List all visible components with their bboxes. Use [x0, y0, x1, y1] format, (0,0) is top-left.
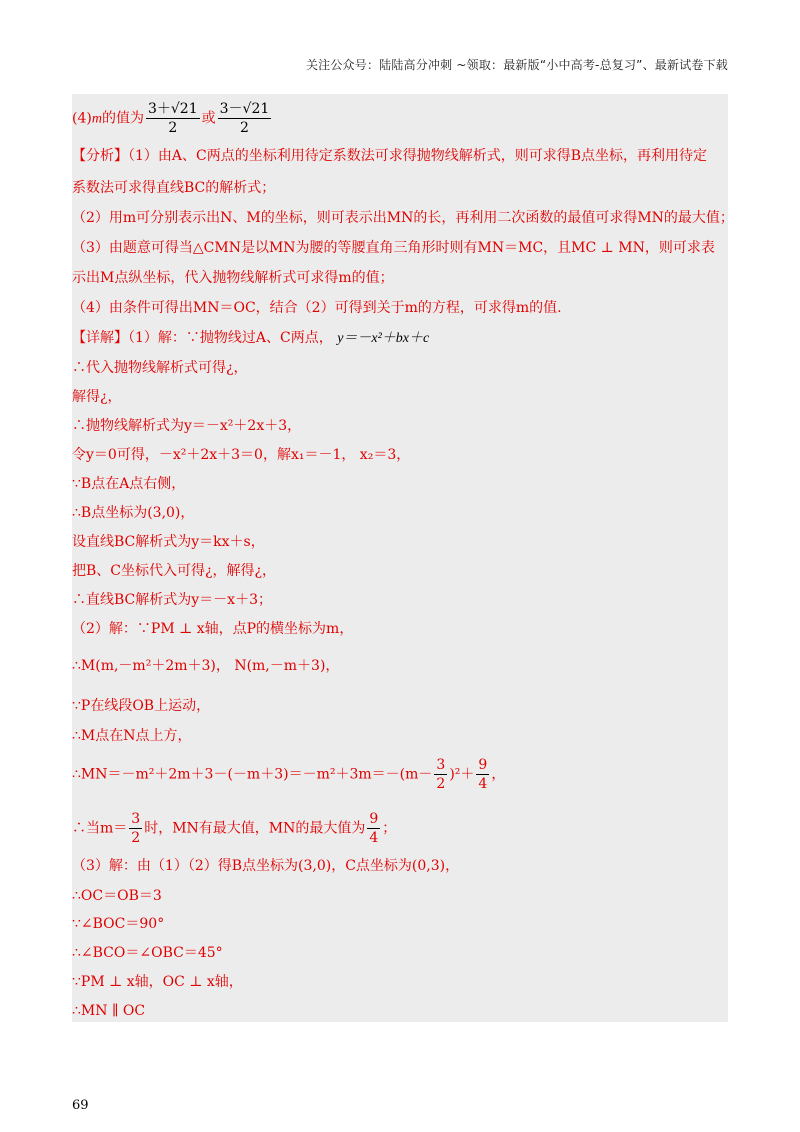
fraction [434, 756, 447, 793]
fraction [218, 100, 272, 137]
text: ， [491, 766, 506, 783]
numerator: 9 [478, 757, 488, 773]
detail-line-21: ∵PM ⊥ x轴，OC ⊥ x轴， [72, 974, 243, 990]
analysis-line-3: （2）用m可分别表示出N、M的坐标，则可表示出MN的长，再利用二次函数的最值可求得MN的最大值； [72, 210, 734, 226]
detail-line-19: ∵∠BOC＝90° [72, 916, 165, 932]
detail-line-3: 解得¿， [72, 389, 122, 405]
detail-line-7: ∴B点坐标为(3,0)， [72, 505, 195, 521]
page-number: 69 [72, 1098, 89, 1113]
detail-line-18: ∴OC＝OB＝3 [72, 888, 162, 904]
analysis-line-5: 示出M点纵坐标，代入抛物线解析式可求得m的值； [72, 270, 394, 286]
text: ∴当m＝ [72, 820, 128, 837]
text: )²＋ [449, 766, 475, 783]
fraction [129, 810, 142, 847]
text: ； [382, 820, 397, 837]
fraction [476, 756, 489, 793]
analysis-line-2: 系数法可求得直线BC的解析式； [72, 180, 276, 196]
detail-line-2: ∴代入抛物线解析式可得¿， [72, 360, 248, 376]
text: 时，MN有最大值，MN的最大值为 [144, 820, 366, 837]
analysis-line-6: （4）由条件可得出MN＝OC，结合（2）可得到关于m的方程，可求得m的值. [72, 300, 562, 316]
detail-line-13: ∵P在线段OB上运动， [72, 698, 211, 714]
text: ∴MN＝－m²＋2m＋3－(－m＋3)＝－m²＋3m＝－(m－ [72, 766, 433, 783]
detail-line-20: ∴∠BCO＝∠OBC＝45° [72, 945, 223, 961]
detail-line-11: （2）解：∵PM ⊥ x轴，点P的横坐标为m， [72, 621, 354, 637]
detail-line-8: 设直线BC解析式为y＝kx＋s， [72, 534, 265, 550]
detail-line-6: ∵B点在A点右侧， [72, 476, 186, 492]
analysis-line-1: 【分析】（1）由A、C两点的坐标利用待定系数法可求得抛物线解析式，则可求得B点坐标，再利用待定 [72, 148, 708, 164]
detail-line-10: ∴直线BC解析式为y＝－x＋3； [72, 592, 272, 608]
numerator: 9 [369, 811, 379, 827]
answer-line-4 [72, 100, 728, 140]
fraction [146, 100, 200, 137]
detail-line-16 [72, 810, 728, 854]
text: 【详解】（1）解：∵抛物线过A、C两点， [72, 330, 333, 346]
equation: y＝－x²＋bx＋c [337, 331, 430, 346]
detail-line-14: ∴M点在N点上方， [72, 728, 192, 744]
denominator: 2 [239, 120, 249, 136]
solution-block [72, 94, 734, 1022]
text: (4) [72, 110, 92, 127]
text: 或 [201, 110, 216, 127]
numerator: 3－√21 [219, 101, 270, 117]
detail-line-22: ∴MN ∥ OC [72, 1003, 146, 1019]
numerator: 3 [131, 811, 141, 827]
denominator: 2 [168, 120, 178, 136]
page-header: 关注公众号：陆陆高分冲刺 ~领取：最新版“小中高考-总复习”、最新试卷下载 [305, 58, 728, 72]
denominator: 2 [131, 830, 141, 846]
denominator: 4 [369, 830, 379, 846]
detail-line-17: （3）解：由（1）（2）得B点坐标为(3,0)，C点坐标为(0,3)， [72, 858, 460, 874]
detail-line-1 [72, 328, 728, 349]
text: m [91, 111, 102, 127]
detail-line-5: 令y＝0可得，－x²＋2x＋3＝0，解x₁＝－1， x₂＝3， [72, 447, 411, 463]
numerator: 3＋√21 [147, 101, 198, 117]
text: 的值为 [101, 110, 144, 127]
detail-line-9: 把B、C坐标代入可得¿，解得¿， [72, 563, 277, 579]
denominator: 4 [478, 776, 488, 792]
analysis-line-4: （3）由题意可得当△CMN是以MN为腰的等腰直角三角形时则有MN＝MC，且MC ⊥ MN，则可求表 [72, 240, 715, 256]
numerator: 3 [436, 757, 446, 773]
detail-line-12: ∴M(m,－m²＋2m＋3)， N(m,－m＋3)， [72, 658, 340, 674]
detail-line-15 [72, 756, 728, 800]
fraction [367, 810, 380, 847]
denominator: 2 [436, 776, 446, 792]
detail-line-4: ∴抛物线解析式为y＝－x²＋2x＋3， [72, 418, 302, 434]
